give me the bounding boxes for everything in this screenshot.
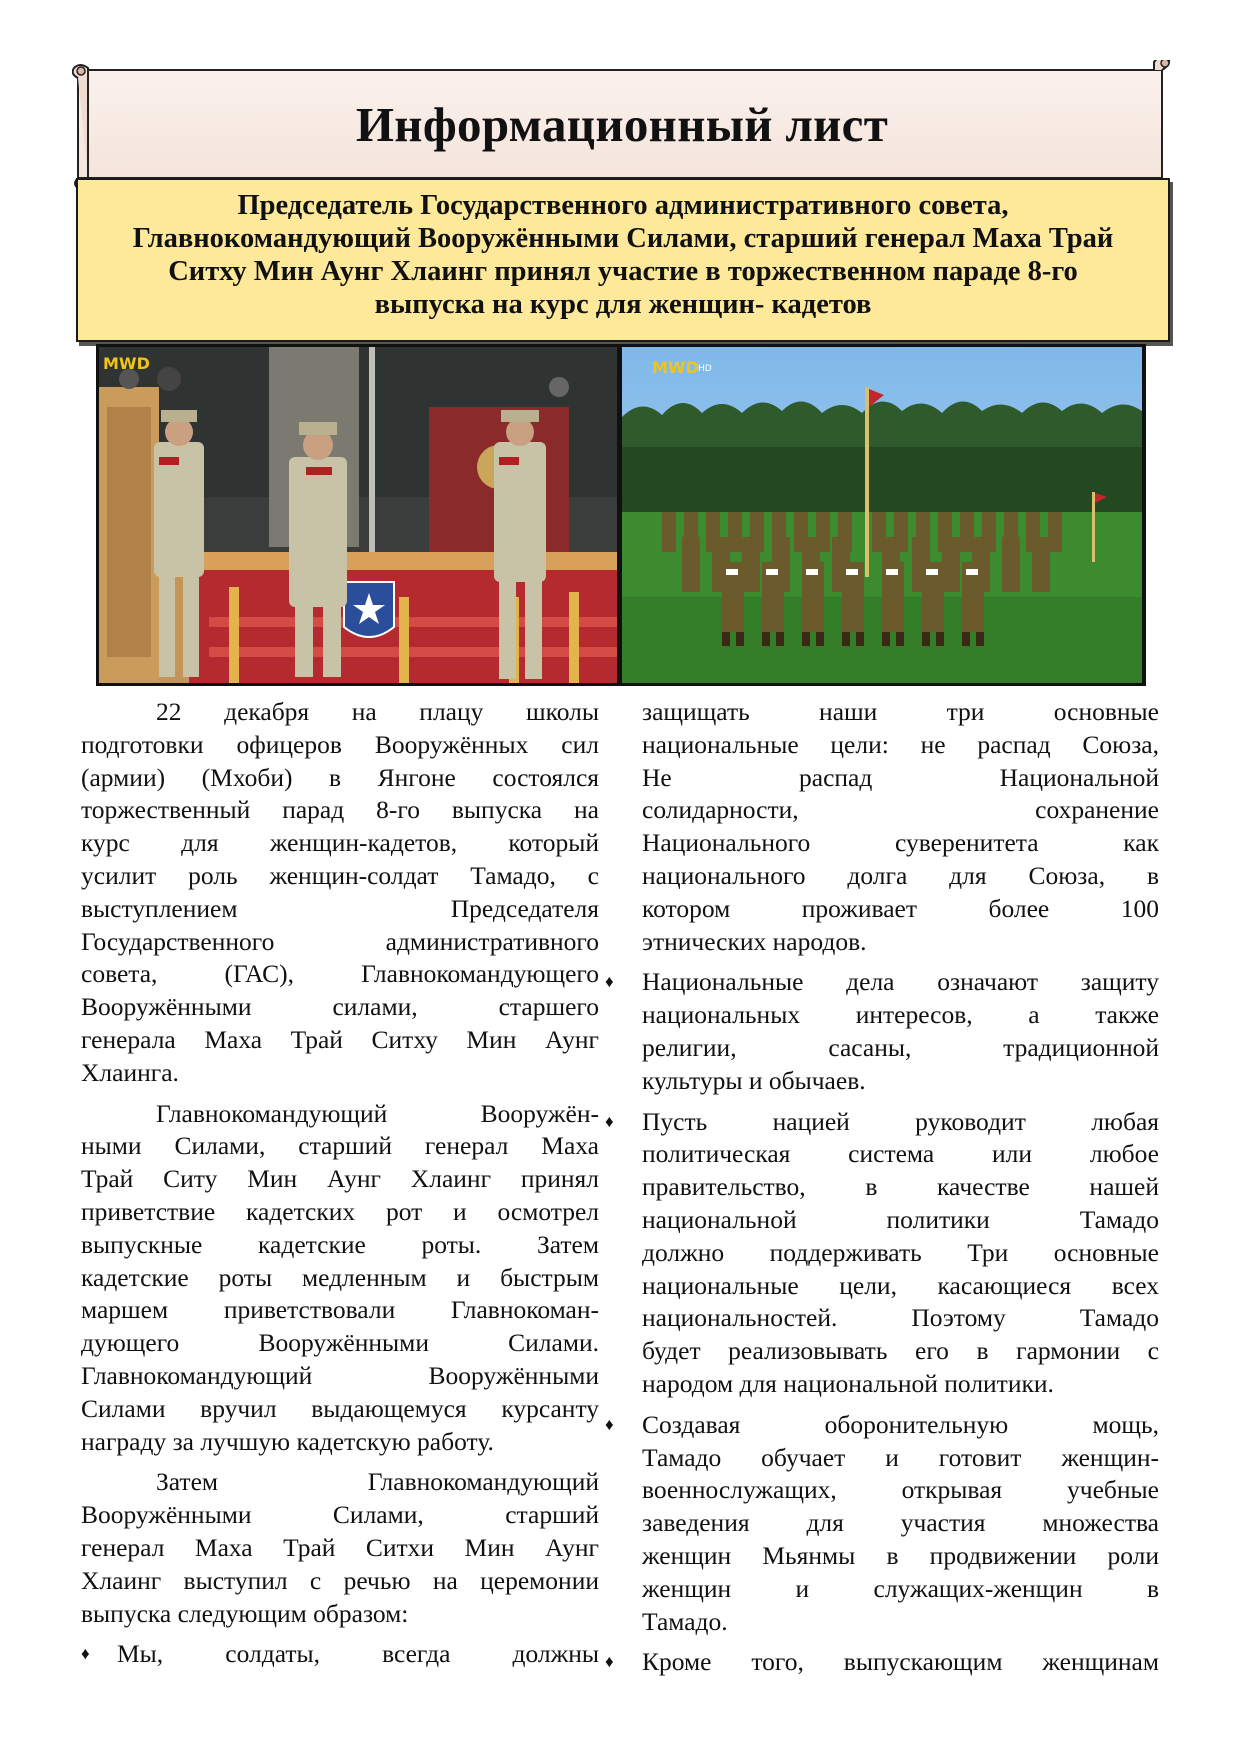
headline-line: Председатель Государственного административного совета, [237, 190, 1009, 221]
text-line: должно поддерживать Три основные [642, 1237, 1159, 1267]
headline-line: Ситху Мин Аунг Хлаинг принял участие в торжественном параде 8-го [168, 256, 1078, 287]
headline-line: Главнокомандующий Вооружёнными Силами, старший генерал Маха Трай [132, 223, 1114, 254]
text-line: Не распад Национальной [642, 762, 1159, 792]
text-line: Национального суверенитета как [642, 828, 1159, 858]
text-line: награду за лучшую кадетскую работу. [81, 1426, 494, 1456]
text-line: Пусть нацией руководит любая [642, 1106, 1159, 1136]
paragraph-speech-intro [81, 1466, 599, 1630]
text-line: совета, (ГАС), Главнокомандующего [81, 959, 599, 989]
text-line: выпускные кадетские роты. Затем [81, 1229, 599, 1259]
text-line: Тамадо обучает и готовит женщин- [642, 1442, 1159, 1472]
title-banner [72, 60, 1172, 188]
text-line: Главнокомандующий Вооружён- [156, 1098, 599, 1128]
bullet-item [605, 1409, 1159, 1639]
text-line: усилит роль женщин-солдат Тамадо, с [81, 860, 599, 890]
text-line: маршем приветствовали Главнокоман- [81, 1295, 599, 1325]
text-line: Вооружёнными Силами, старший [81, 1500, 599, 1530]
text-line: солидарности, сохранение [642, 795, 1159, 825]
photo-podium [99, 347, 617, 683]
text-line: (армии) (Мхоби) в Янгоне состоялся [81, 762, 599, 792]
text-line: национального долга для Союза, в [642, 860, 1159, 890]
text-line: Хлаинга. [81, 1057, 179, 1087]
text-line: Мы, солдаты, всегда должны [117, 1639, 599, 1669]
text-line: Силами вручил выдающемуся курсанту [81, 1393, 599, 1423]
bullet-item [605, 1646, 1159, 1679]
text-line: национальные цели, касающиеся всех [642, 1270, 1159, 1300]
text-line: кадетские роты медленным и быстрым [81, 1262, 599, 1292]
headline-line: выпуска на курс для женщин- кадетов [374, 289, 872, 320]
banner-title: Информационный лист [355, 97, 889, 152]
text-line: защищать наши три основные [642, 697, 1159, 726]
right-column [605, 696, 1159, 1687]
text-line: женщин и служащих-женщин в [642, 1573, 1159, 1603]
mwd-hd-logo: MWD [652, 358, 699, 377]
text-line: национальной политики Тамадо [642, 1204, 1159, 1234]
headline-box [76, 178, 1170, 342]
photo-strip [96, 344, 1146, 686]
text-line: ными Силами, старший генерал Маха [81, 1131, 599, 1161]
text-line: генерал Маха Трай Ситхи Мин Аунг [81, 1532, 599, 1562]
text-line: народом для национальной политики. [642, 1368, 1054, 1398]
text-line: Создавая оборонительную мощь, [642, 1409, 1159, 1439]
text-line: будет реализовывать его в гармонии с [642, 1336, 1159, 1366]
text-line: Главнокомандующий Вооружёнными [81, 1360, 599, 1390]
bullet-item [605, 966, 1159, 1097]
text-line: приветствие кадетских рот и осмотрел [81, 1196, 599, 1226]
text-line: Кроме того, выпускающим женщинам [642, 1647, 1159, 1677]
text-line: торжественный парад 8-го выпуска на [81, 795, 599, 825]
text-line: выпуска следующим образом: [81, 1598, 409, 1628]
bullet-diamond-icon: ♦ [81, 1644, 90, 1664]
text-line: курс для женщин-кадетов, который [81, 828, 599, 858]
text-line: Государственного административного [81, 926, 599, 956]
text-line: религии, сасаны, традиционной [642, 1032, 1159, 1062]
bullet-item [605, 1106, 1159, 1401]
bullet-item [81, 1638, 599, 1671]
photo-parade [622, 347, 1142, 683]
text-line: Хлаинг выступил с речью на церемонии [81, 1565, 599, 1595]
hd-logo-suffix: HD [698, 364, 712, 374]
bullet-diamond-icon: ♦ [605, 1111, 614, 1131]
bullet-continuation [642, 696, 1159, 958]
text-line: Тамадо. [642, 1606, 728, 1636]
text-line: национальные цели: не распад Союза, [642, 729, 1159, 759]
text-line: женщин Мьянмы в продвижении роли [642, 1540, 1159, 1570]
text-line: военнослужащих, открывая учебные [642, 1475, 1159, 1505]
paragraph-inspection [81, 1098, 599, 1459]
text-line: котором проживает более 100 [642, 893, 1159, 923]
bullet-diamond-icon: ♦ [605, 972, 614, 992]
text-line: национальных интересов, а также [642, 1000, 1159, 1030]
left-column [81, 696, 599, 1679]
text-line: этнических народов. [642, 926, 867, 956]
text-line: дующего Вооружёнными Силами. [81, 1328, 599, 1358]
mwd-logo: MWD [103, 354, 150, 373]
text-line: политическая система или любое [642, 1139, 1159, 1169]
text-line: генерала Маха Трай Ситху Мин Аунг [81, 1024, 599, 1054]
paragraph-parade-intro [81, 696, 599, 1090]
bullet-diamond-icon: ♦ [605, 1652, 614, 1672]
text-line: Затем Главнокомандующий [156, 1467, 599, 1497]
text-line: подготовки офицеров Вооружённых сил [81, 729, 599, 759]
bullet-diamond-icon: ♦ [605, 1414, 614, 1434]
text-line: 22 декабря на плацу школы [156, 697, 599, 726]
text-line: культуры и обычаев. [642, 1065, 866, 1095]
text-line: выступлением Председателя [81, 893, 599, 923]
text-line: национальностей. Поэтому Тамадо [642, 1303, 1159, 1333]
text-line: Вооружёнными силами, старшего [81, 992, 599, 1022]
text-line: Трай Ситу Мин Аунг Хлаинг принял [81, 1164, 599, 1194]
text-line: заведения для участия множества [642, 1508, 1159, 1538]
text-line: правительство, в качестве нашей [642, 1172, 1159, 1202]
text-line: Национальные дела означают защиту [642, 967, 1159, 997]
